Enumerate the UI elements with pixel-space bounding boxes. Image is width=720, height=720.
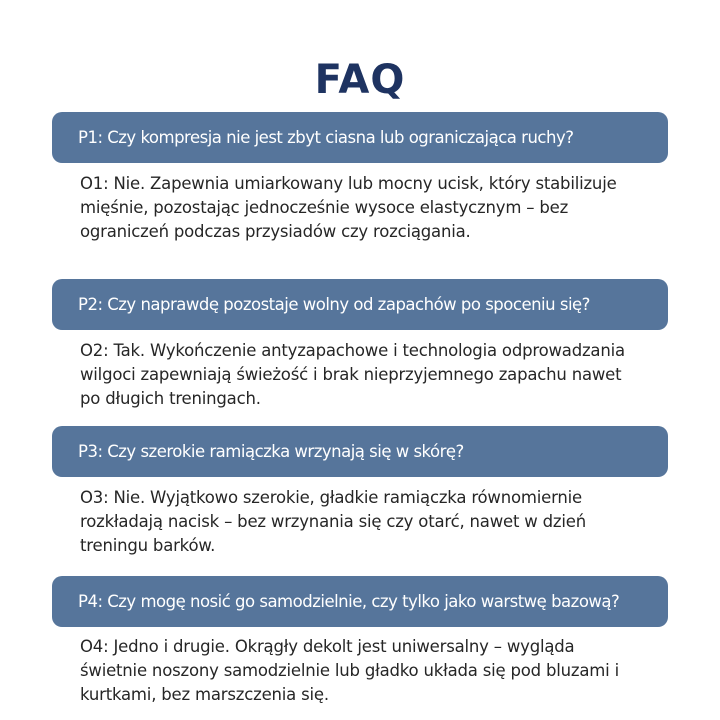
faq-answer-1-line-1: O1: Nie. Zapewnia umiarkowany lub mocny ucisk, który stabilizuje xyxy=(80,174,617,193)
faq-answer-3-line-2: rozkładają nacisk – bez wrzynania się czy otarć, nawet w dzień xyxy=(80,512,586,531)
faq-answer-1 xyxy=(80,172,680,244)
faq-question-1: P1: Czy kompresja nie jest zbyt ciasna lub ograniczająca ruchy? xyxy=(52,112,668,163)
faq-answer-1-line-2: mięśnie, pozostając jednocześnie wysoce elastycznym – bez xyxy=(80,198,569,217)
faq-answer-1-line-3: ograniczeń podczas przysiadów czy rozciągania. xyxy=(80,222,471,241)
faq-answer-2-line-3: po długich treningach. xyxy=(80,389,261,408)
faq-answer-3-line-3: treningu barków. xyxy=(80,536,216,555)
page-title: FAQ xyxy=(314,56,406,103)
faq-answer-4-line-1: O4: Jedno i drugie. Okrągły dekolt jest uniwersalny – wygląda xyxy=(80,637,575,656)
faq-answer-4 xyxy=(80,635,680,707)
faq-question-2: P2: Czy naprawdę pozostaje wolny od zapachów po spoceniu się? xyxy=(52,279,668,330)
faq-answer-3-line-1: O3: Nie. Wyjątkowo szerokie, gładkie ramiączka równomiernie xyxy=(80,488,582,507)
faq-answer-4-line-2: świetnie noszony samodzielnie lub gładko układa się pod bluzami i xyxy=(80,661,619,680)
faq-answer-2 xyxy=(80,339,680,411)
faq-question-4: P4: Czy mogę nosić go samodzielnie, czy tylko jako warstwę bazową? xyxy=(52,576,668,627)
faq-question-3: P3: Czy szerokie ramiączka wrzynają się w skórę? xyxy=(52,426,668,477)
faq-answer-4-line-3: kurtkami, bez marszczenia się. xyxy=(80,685,329,704)
faq-answer-3 xyxy=(80,486,680,558)
faq-answer-2-line-2: wilgoci zapewniają świeżość i brak nieprzyjemnego zapachu nawet xyxy=(80,365,622,384)
faq-answer-2-line-1: O2: Tak. Wykończenie antyzapachowe i technologia odprowadzania xyxy=(80,341,625,360)
